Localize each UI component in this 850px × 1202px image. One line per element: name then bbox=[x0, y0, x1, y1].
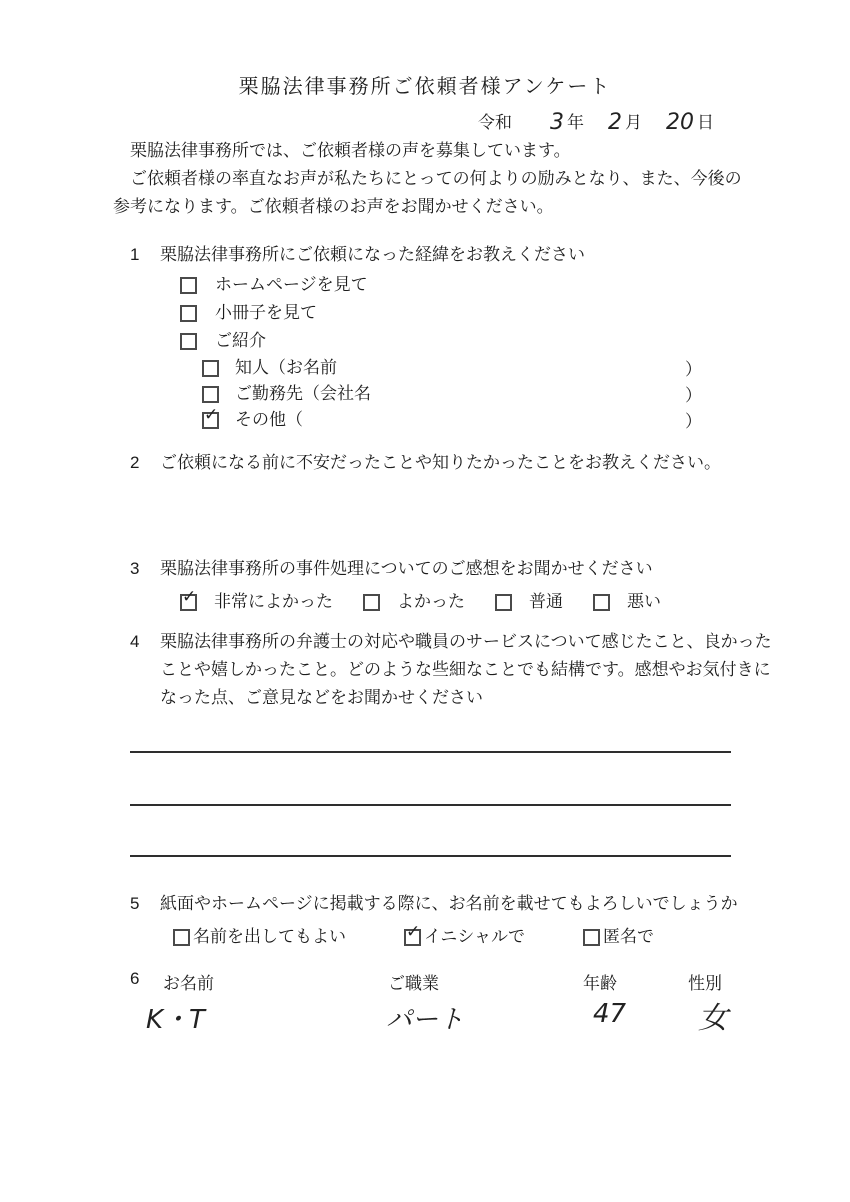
answer-line bbox=[130, 855, 731, 857]
checkbox bbox=[202, 386, 219, 403]
option-real-name bbox=[173, 923, 346, 951]
option-label: その他（ bbox=[235, 410, 303, 429]
field-value-gender: 女 bbox=[698, 1001, 728, 1036]
option-label: イニシャルで bbox=[424, 927, 525, 946]
question-3-options bbox=[180, 586, 800, 615]
checkbox bbox=[180, 586, 197, 611]
option-label: 小冊子を見て bbox=[215, 303, 317, 322]
field-value-name: K・T bbox=[146, 1005, 205, 1035]
checkbox bbox=[173, 929, 190, 946]
option-initials bbox=[404, 923, 525, 951]
checkbox bbox=[180, 305, 197, 322]
question-1-options bbox=[180, 271, 780, 433]
option-label: よかった bbox=[397, 592, 465, 611]
checkbox bbox=[404, 921, 421, 946]
question-3 bbox=[130, 555, 800, 615]
field-label-age: 年齢 bbox=[583, 974, 617, 993]
date-month-value: 2 bbox=[608, 110, 622, 135]
date-year-unit: 年 bbox=[567, 113, 584, 132]
answer-line bbox=[130, 804, 731, 806]
question-5-number: 5 bbox=[130, 894, 140, 913]
close-paren: ） bbox=[685, 360, 702, 379]
option-employer bbox=[202, 381, 780, 407]
checkbox bbox=[593, 594, 610, 611]
option-acquaintance bbox=[202, 355, 780, 381]
date-day-value: 20 bbox=[666, 110, 694, 135]
field-value-occupation: パート bbox=[386, 1005, 465, 1035]
checkbox bbox=[583, 929, 600, 946]
option-label: ホームページを見て bbox=[215, 275, 368, 294]
field-label-gender: 性別 bbox=[688, 974, 722, 993]
date-month-unit: 月 bbox=[625, 113, 642, 132]
answer-line bbox=[130, 751, 731, 753]
option-label: 普通 bbox=[529, 592, 563, 611]
checkbox bbox=[180, 333, 197, 350]
option-label: 非常によかった bbox=[214, 592, 333, 611]
option-label: 名前を出してもよい bbox=[193, 927, 346, 946]
option-bad bbox=[593, 588, 661, 616]
question-5-options bbox=[173, 921, 810, 950]
question-5-text: 紙面やホームページに掲載する際に、お名前を載せてもよろしいでしょうか bbox=[160, 894, 738, 913]
close-paren: ） bbox=[685, 412, 702, 431]
question-6 bbox=[130, 969, 750, 1069]
option-anonymous bbox=[583, 923, 654, 951]
option-homepage bbox=[180, 271, 780, 299]
checkbox bbox=[495, 594, 512, 611]
date-day-unit: 日 bbox=[697, 113, 714, 132]
question-3-text: 栗脇法律事務所の事件処理についてのご感想をお聞かせください bbox=[160, 559, 653, 578]
question-1-text: 栗脇法律事務所にご依頼になった経緯をお教えください bbox=[160, 245, 585, 264]
checkbox bbox=[180, 277, 197, 294]
question-4-text: 栗脇法律事務所の弁護士の対応や職員のサービスについて感じたこと、良かったことや嬉しかったこと。どのような些細なことでも結構です。感想やお気付きになった点、ご意見などをお聞かせください bbox=[160, 632, 772, 707]
checkbox bbox=[202, 360, 219, 377]
question-4-number: 4 bbox=[130, 632, 140, 651]
option-very-good bbox=[180, 588, 333, 616]
close-paren: ） bbox=[685, 386, 702, 405]
option-label: ご勤務先（会社名 bbox=[235, 384, 371, 403]
option-label: 匿名で bbox=[602, 927, 654, 946]
option-referral bbox=[180, 327, 780, 355]
check-mark: ✓ bbox=[182, 586, 197, 607]
intro-text bbox=[113, 137, 745, 221]
check-mark: ✓ bbox=[204, 404, 219, 425]
question-1 bbox=[130, 241, 780, 433]
field-label-occupation: ご職業 bbox=[388, 974, 439, 993]
date-era: 令和 bbox=[478, 113, 512, 132]
question-5 bbox=[130, 890, 810, 950]
intro-para1: 栗脇法律事務所では、ご依頼者様の声を募集しています。 bbox=[130, 141, 571, 160]
checkbox bbox=[202, 404, 219, 429]
intro-para2: ご依頼者様の率直なお声が私たちにとっての何よりの励みとなり、また、今後の参考になります。ご依頼者様のお声をお聞かせください。 bbox=[113, 169, 742, 216]
option-good bbox=[363, 588, 465, 616]
option-label: ご紹介 bbox=[215, 331, 266, 350]
field-value-age: 47 bbox=[593, 999, 627, 1029]
question-2 bbox=[130, 449, 800, 477]
option-other bbox=[202, 404, 780, 433]
field-label-name: お名前 bbox=[163, 974, 214, 993]
question-2-number: 2 bbox=[130, 453, 140, 472]
option-average bbox=[495, 588, 563, 616]
question-1-number: 1 bbox=[130, 245, 140, 264]
option-label: 知人（お名前 bbox=[235, 358, 337, 377]
date-line bbox=[478, 108, 714, 134]
date-year-value: 3 bbox=[550, 110, 564, 135]
option-label: 悪い bbox=[627, 592, 661, 611]
option-booklet bbox=[180, 299, 780, 327]
checkbox bbox=[363, 594, 380, 611]
question-3-number: 3 bbox=[130, 559, 140, 578]
question-2-text: ご依頼になる前に不安だったことや知りたかったことをお教えください。 bbox=[160, 453, 721, 472]
page-title: 栗脇法律事務所ご依頼者様アンケート bbox=[238, 76, 612, 98]
question-4 bbox=[130, 628, 774, 712]
check-mark: ✓ bbox=[406, 921, 421, 942]
question-6-number: 6 bbox=[130, 969, 140, 988]
